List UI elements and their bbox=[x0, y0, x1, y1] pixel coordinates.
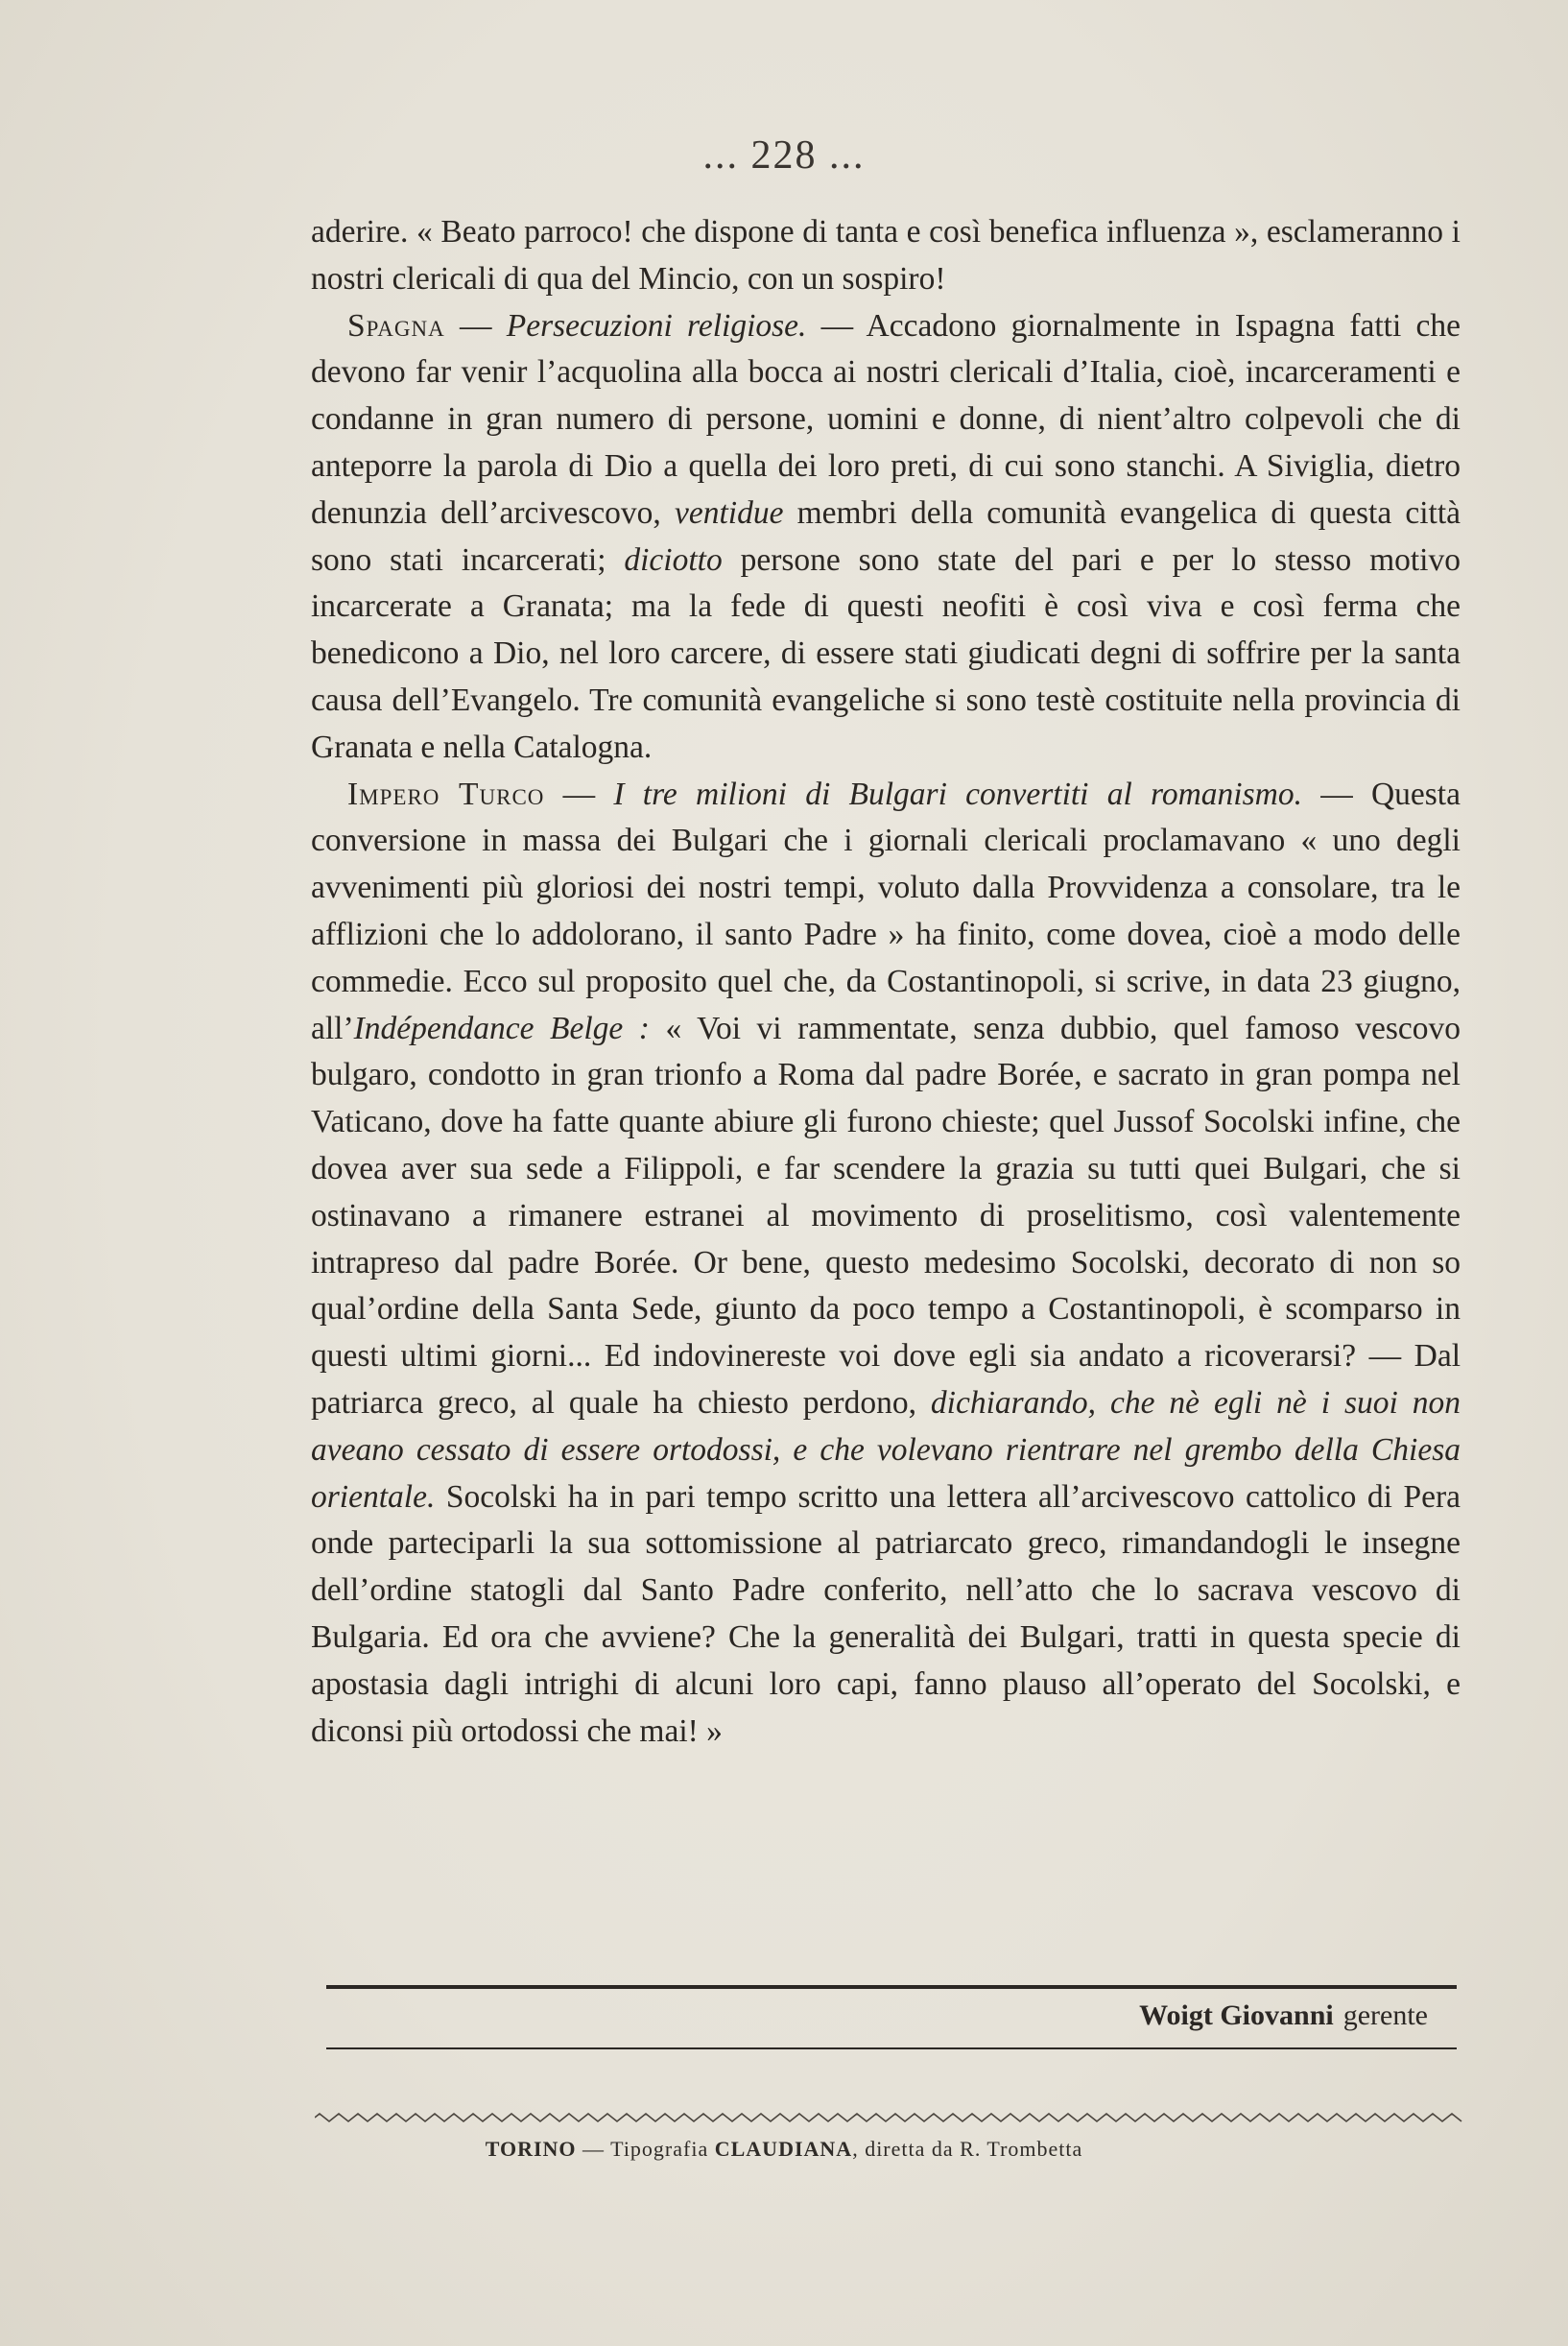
article-body bbox=[311, 209, 1461, 1755]
paragraph-spagna bbox=[311, 303, 1461, 772]
section-heading-impero-turco: Impero Turco bbox=[347, 776, 545, 812]
paragraph-text: Socolski ha in pari tempo scritto una lettera all’arcivescovo cattolico di Pera onde parteciparli la sua sottomissione al patriarcato greco, rimandandogli le insegne dell’ordine statogli dal Santo Padre conferito, nell’atto che lo sacrava vescovo di Bulgaria. Ed ora che avviene? Che la generalità dei Bulgari, tratti in questa specie di apostasia dagli intrighi di alcuni loro capi, fanno plauso all’operato del Socolski, e diconsi più ortodossi che mai! » bbox=[311, 1478, 1461, 1749]
imprint-city: TORINO bbox=[485, 2137, 577, 2161]
paragraph-text: « Voi vi rammentate, senza dubbio, quel famoso vescovo bulgaro, condotto in gran trionfo a Roma dal padre Borée, e sacrato in gran pompa nel Vaticano, dove ha fatte quante abiure gli furono chieste; quel Jussof Socolski infine, che dovea aver sua sede a Filippoli, e far scendere la grazia su tutti quei Bulgari, che si ostinavano a rimanere estranei al movimento di proselitismo, così valentemente intrapreso dal padre Borée. Or bene, questo medesimo Socolski, decorato di non so qual’ordine della Santa Sede, giunto da poco tempo a Costantinopoli, è scomparso in questi ultimi giorni... Ed indovinereste voi dove egli sia andato a ricoverarsi? — Dal patriarca greco, al quale ha chiesto perdono, bbox=[311, 1010, 1461, 1421]
newspaper-title: Indépendance Belge : bbox=[353, 1010, 650, 1046]
section-separator: — bbox=[544, 776, 614, 812]
section-heading-spagna: Spagna bbox=[347, 307, 445, 344]
paragraph-text: persone sono state del pari e per lo stesso motivo incarcerate a Granata; ma la fede di questi neofiti è così viva e così ferma che benedicono a Dio, nel loro carcere, di essere stati giudicati degni di soffrire per la santa causa dell’Evangelo. Tre comunità evangeliche si sono testè costituite nella provincia di Granata e nella Catalogna. bbox=[311, 541, 1461, 765]
signature-role: gerente bbox=[1342, 1999, 1428, 2031]
paragraph-impero-turco bbox=[311, 772, 1461, 1756]
imprint-separator: — Tipografia bbox=[576, 2137, 715, 2161]
signature-name: Woigt Giovanni bbox=[1139, 1999, 1334, 2031]
ornamental-wavy-rule bbox=[315, 2110, 1462, 2125]
section-title-impero-turco: I tre milioni di Bulgari convertiti al romanismo. bbox=[613, 776, 1302, 812]
divider-thick bbox=[326, 1985, 1457, 1989]
imprint-printer: CLAUDIANA bbox=[714, 2137, 853, 2161]
imprint-rest: , diretta da R. Trombetta bbox=[852, 2137, 1083, 2161]
section-separator: — bbox=[444, 307, 507, 344]
paragraph-text: membri della comunità evangelica di questa città sono stati incarcerati; bbox=[311, 494, 1461, 578]
emphasis-ventidue: ventidue bbox=[674, 494, 784, 531]
printer-imprint bbox=[0, 2137, 1568, 2162]
page-number: ... 228 ... bbox=[702, 133, 866, 178]
signature bbox=[1139, 1999, 1428, 2032]
divider-thin bbox=[326, 2047, 1457, 2049]
section-title-spagna: Persecuzioni religiose. bbox=[506, 307, 807, 344]
paragraph-text: — Accadono giornalmente in Ispagna fatti che devono far venir l’acquolina alla bocca ai nostri clericali d’Italia, cioè, incarceramenti e condanne in gran numero di persone, uomini e donne, di nient’altro colpevoli che di anteporre la parola di Dio a quella dei loro preti, di cui sono stanchi. A Siviglia, dietro denunzia dell’arcivescovo, bbox=[311, 307, 1461, 531]
paragraph-text: — Questa conversione in massa dei Bulgari che i giornali clericali proclamavano « uno degli avvenimenti più gloriosi dei nostri tempi, voluto dalla Provvidenza a consolare, tra le afflizioni che lo addolorano, il santo Padre » ha finito, come dovea, cioè a modo delle commedie. Ecco sul proposito quel che, da Costantinopoli, si scrive, in data 23 giugno, all’ bbox=[311, 776, 1461, 1046]
emphasis-diciotto: diciotto bbox=[624, 541, 723, 578]
paragraph-continuation: aderire. « Beato parroco! che dispone di tanta e così benefica influenza », esclameranno i nostri clericali di qua del Mincio, con un sospiro! bbox=[311, 214, 1461, 297]
emphasis-quotation: dichiarando, che nè egli nè i suoi non aveano cessato di essere ortodossi, e che volevano rientrare nel grembo della Chiesa orientale. bbox=[311, 1384, 1461, 1515]
